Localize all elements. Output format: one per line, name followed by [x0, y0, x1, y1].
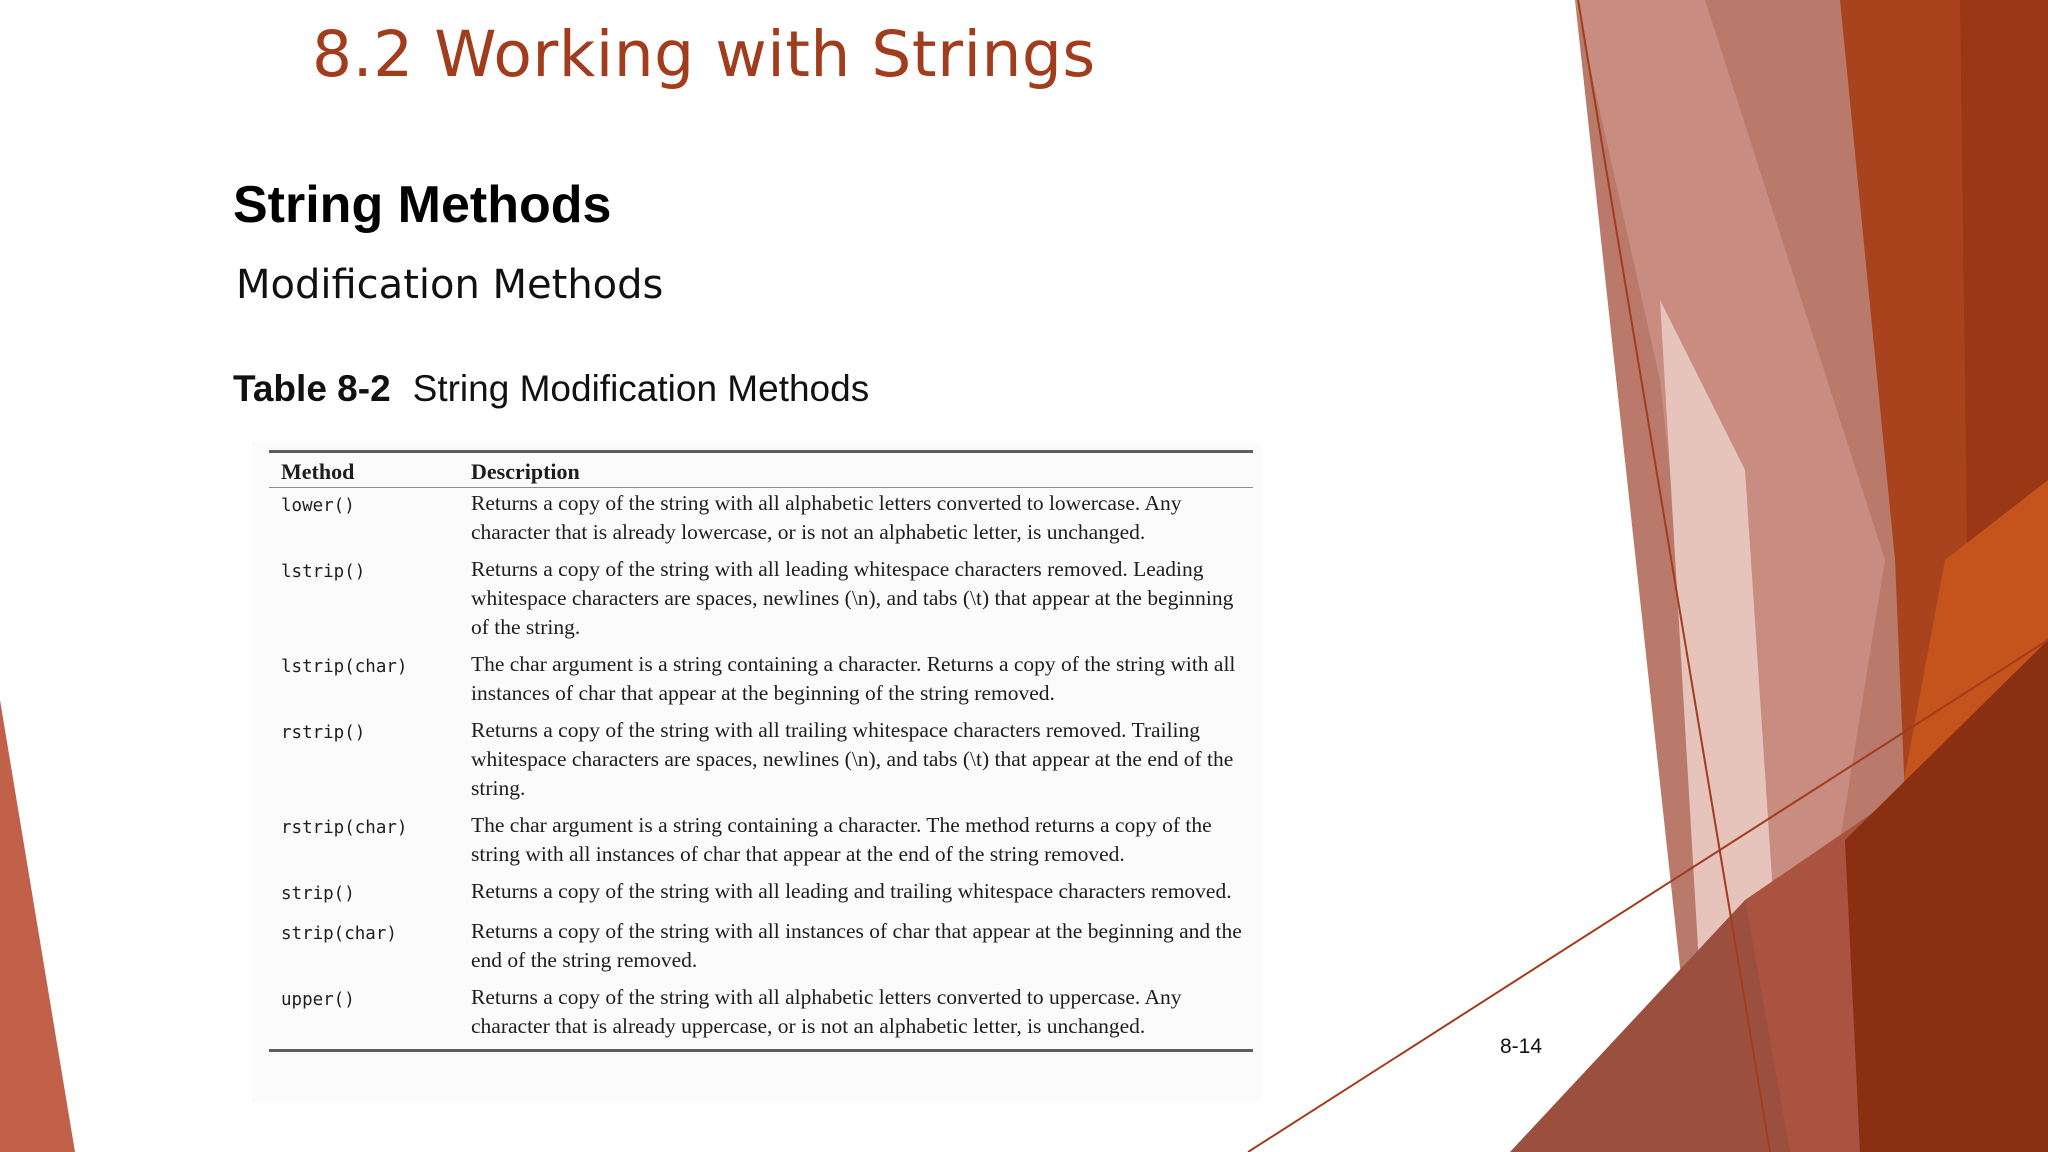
methods-table — [269, 450, 1253, 1052]
method-cell: upper() — [281, 990, 355, 1010]
table-row — [269, 811, 1253, 877]
method-cell: lstrip() — [281, 562, 366, 582]
description-cell: The char argument is a string containing a character. Returns a copy of the string with all instances of char that appear at the beginning of the string removed. — [471, 652, 1236, 705]
table-row — [269, 983, 1253, 1051]
table-row — [269, 555, 1253, 650]
description-cell: Returns a copy of the string with all alphabetic letters converted to uppercase. Any character that is already uppercase, or is not an alphabetic letter, is unchanged. — [471, 985, 1182, 1038]
table-row — [269, 650, 1253, 716]
description-cell: Returns a copy of the string with all leading whitespace characters removed. Leading whitespace characters are spaces, newlines (\n), and tabs (\t) that appear at the beginning of the string. — [471, 557, 1234, 639]
table-caption-text: String Modification Methods — [412, 368, 870, 409]
method-cell: strip(char) — [281, 924, 397, 944]
description-cell: Returns a copy of the string with all trailing whitespace characters removed. Trailing whitespace characters are spaces, newlines (\n), and tabs (\t) that appear at the end of the string. — [471, 718, 1234, 800]
left-accent-shape — [0, 700, 75, 1152]
table-row — [269, 488, 1253, 556]
table-caption — [233, 368, 869, 410]
table-row — [269, 716, 1253, 811]
method-cell: strip() — [281, 884, 355, 904]
method-cell: rstrip() — [281, 723, 366, 743]
description-cell: Returns a copy of the string with all leading and trailing whitespace characters removed. — [471, 879, 1232, 903]
page-number: 8-14 — [1500, 1035, 1543, 1058]
method-cell: lstrip(char) — [281, 657, 408, 677]
column-header-method: Method — [269, 452, 459, 488]
section-subheading: Modification Methods — [236, 262, 664, 308]
table-row — [269, 917, 1253, 983]
table-caption-number: Table 8-2 — [233, 368, 391, 409]
section-heading: String Methods — [233, 176, 612, 234]
table-row — [269, 877, 1253, 917]
column-header-description: Description — [459, 452, 1253, 488]
method-cell: lower() — [281, 496, 355, 516]
table-image — [252, 442, 1262, 1102]
description-cell: Returns a copy of the string with all instances of char that appear at the beginning and the end of the string removed. — [471, 919, 1242, 972]
method-cell: rstrip(char) — [281, 818, 408, 838]
description-cell: The char argument is a string containing a character. The method returns a copy of the string with all instances of char that appear at the end of the string removed. — [471, 813, 1212, 866]
table-header-row — [269, 452, 1253, 488]
slide-title: 8.2 Working with Strings — [312, 18, 1096, 91]
description-cell: Returns a copy of the string with all alphabetic letters converted to lowercase. Any character that is already lowercase, or is not an alphabetic letter, is unchanged. — [471, 491, 1182, 544]
